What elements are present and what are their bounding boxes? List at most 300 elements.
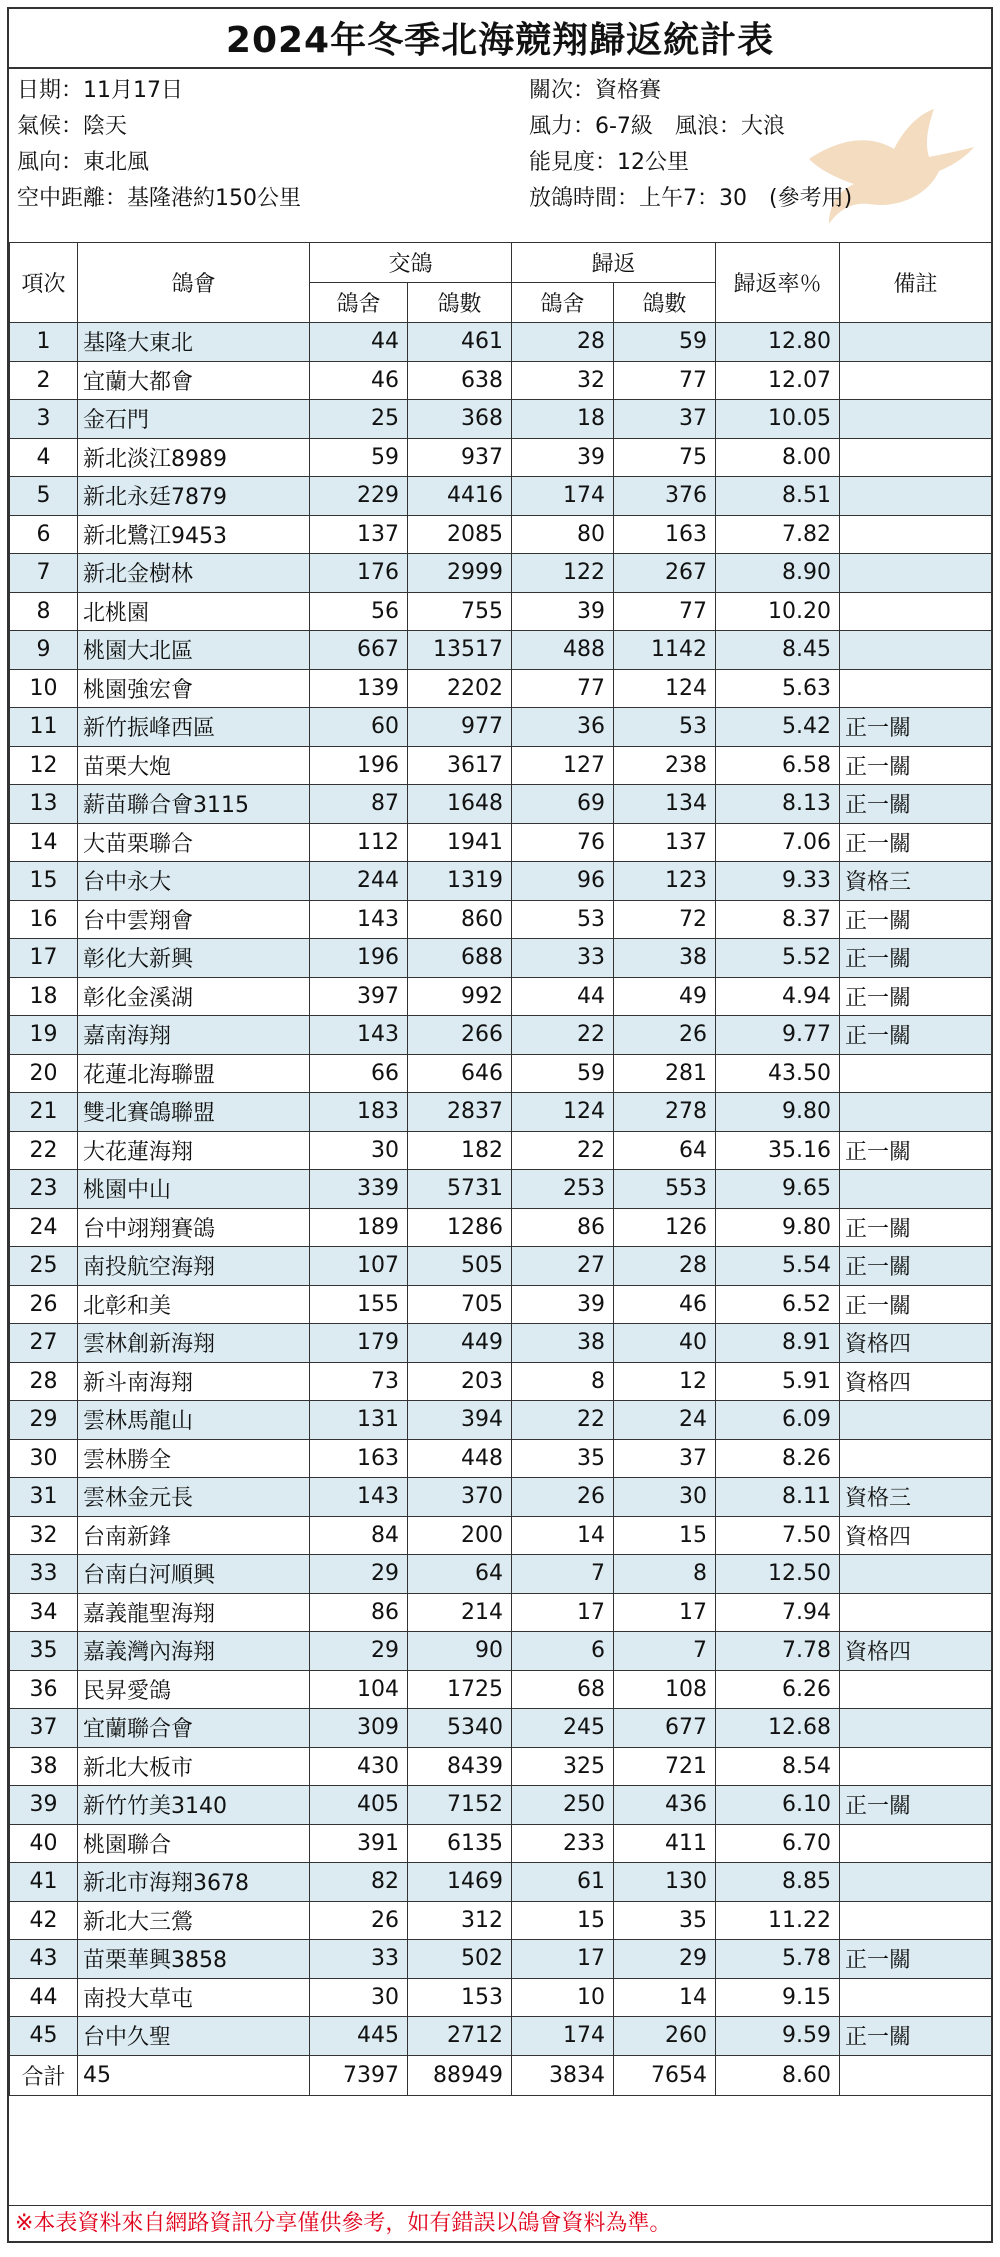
row-return-lofts: 6 [512,1632,614,1671]
row-rate: 8.91 [716,1324,840,1363]
row-rate: 7.82 [716,515,840,554]
row-entry-lofts: 107 [310,1247,408,1286]
row-return-lofts: 22 [512,1016,614,1055]
row-entry-lofts: 189 [310,1208,408,1247]
row-return-lofts: 28 [512,323,614,362]
table-row [10,1940,992,1979]
row-rate: 9.80 [716,1093,840,1132]
row-number: 37 [10,1709,78,1748]
row-return-birds: 721 [614,1747,716,1786]
total-club-count: 45 [78,2055,310,2095]
row-note: 資格四 [840,1324,992,1363]
row-entry-birds: 7152 [408,1786,512,1825]
row-number: 13 [10,785,78,824]
row-club: 桃園中山 [78,1170,310,1209]
row-club: 新北大三鶯 [78,1901,310,1940]
stats-sheet [7,7,993,2243]
row-entry-lofts: 59 [310,438,408,477]
row-return-birds: 15 [614,1516,716,1555]
row-return-birds: 436 [614,1786,716,1825]
row-return-lofts: 488 [512,631,614,670]
row-number: 3 [10,400,78,439]
row-entry-birds: 646 [408,1054,512,1093]
row-note [840,1709,992,1748]
row-return-lofts: 7 [512,1555,614,1594]
row-entry-lofts: 143 [310,900,408,939]
row-entry-lofts: 25 [310,400,408,439]
row-entry-lofts: 87 [310,785,408,824]
row-return-lofts: 17 [512,1593,614,1632]
row-note: 資格三 [840,862,992,901]
row-entry-birds: 2085 [408,515,512,554]
row-return-lofts: 245 [512,1709,614,1748]
row-number: 18 [10,977,78,1016]
row-number: 19 [10,1016,78,1055]
row-note [840,592,992,631]
row-return-birds: 26 [614,1016,716,1055]
row-club: 新斗南海翔 [78,1362,310,1401]
row-entry-birds: 90 [408,1632,512,1671]
row-entry-lofts: 84 [310,1516,408,1555]
row-return-lofts: 86 [512,1208,614,1247]
table-row [10,1593,992,1632]
row-entry-lofts: 445 [310,2017,408,2056]
table-row [10,1401,992,1440]
row-return-lofts: 59 [512,1054,614,1093]
row-rate: 9.15 [716,1978,840,2017]
row-entry-lofts: 73 [310,1362,408,1401]
row-return-birds: 238 [614,746,716,785]
row-entry-birds: 860 [408,900,512,939]
row-return-birds: 108 [614,1670,716,1709]
row-entry-lofts: 139 [310,669,408,708]
row-return-lofts: 22 [512,1131,614,1170]
table-row [10,1863,992,1902]
row-return-birds: 77 [614,592,716,631]
row-note [840,631,992,670]
row-note: 正一關 [840,1208,992,1247]
table-row [10,1709,992,1748]
row-return-birds: 75 [614,438,716,477]
table-row [10,1170,992,1209]
row-rate: 12.68 [716,1709,840,1748]
total-entry-lofts: 7397 [310,2055,408,2095]
row-rate: 6.70 [716,1824,840,1863]
table-row [10,977,992,1016]
row-return-birds: 1142 [614,631,716,670]
row-rate: 8.11 [716,1478,840,1517]
info-date: 日期：11月17日 [17,78,183,103]
row-entry-birds: 638 [408,361,512,400]
row-number: 11 [10,708,78,747]
row-number: 20 [10,1054,78,1093]
row-rate: 12.50 [716,1555,840,1594]
row-club: 金石門 [78,400,310,439]
row-number: 8 [10,592,78,631]
row-club: 桃園大北區 [78,631,310,670]
row-entry-birds: 705 [408,1285,512,1324]
row-club: 民昇愛鴿 [78,1670,310,1709]
row-club: 台中翊翔賽鴿 [78,1208,310,1247]
row-note [840,669,992,708]
table-row [10,1054,992,1093]
row-entry-lofts: 397 [310,977,408,1016]
table-row [10,1208,992,1247]
row-entry-lofts: 339 [310,1170,408,1209]
row-entry-lofts: 82 [310,1863,408,1902]
row-rate: 8.90 [716,554,840,593]
row-note [840,1824,992,1863]
total-entry-birds: 88949 [408,2055,512,2095]
row-rate: 8.45 [716,631,840,670]
row-entry-lofts: 176 [310,554,408,593]
row-return-birds: 124 [614,669,716,708]
row-note [840,554,992,593]
row-club: 新北鷺江9453 [78,515,310,554]
row-entry-birds: 937 [408,438,512,477]
row-rate: 4.94 [716,977,840,1016]
row-entry-lofts: 143 [310,1016,408,1055]
row-number: 26 [10,1285,78,1324]
table-row [10,1786,992,1825]
row-note: 正一關 [840,1131,992,1170]
row-return-lofts: 22 [512,1401,614,1440]
row-rate: 6.10 [716,1786,840,1825]
row-return-birds: 260 [614,2017,716,2056]
info-wind-power: 風力：6-7級 風浪：大浪 [529,114,785,139]
row-return-lofts: 68 [512,1670,614,1709]
row-rate: 8.13 [716,785,840,824]
table-row [10,1516,992,1555]
row-number: 30 [10,1439,78,1478]
title-divider [9,67,991,69]
row-entry-birds: 153 [408,1978,512,2017]
row-rate: 12.80 [716,323,840,362]
row-number: 5 [10,477,78,516]
row-entry-birds: 5731 [408,1170,512,1209]
row-number: 27 [10,1324,78,1363]
row-entry-lofts: 244 [310,862,408,901]
info-weather: 氣候：陰天 [17,114,128,139]
info-visibility: 能見度：12公里 [529,150,689,175]
row-entry-birds: 3617 [408,746,512,785]
table-row [10,400,992,439]
row-entry-birds: 8439 [408,1747,512,1786]
table-row [10,746,992,785]
row-number: 17 [10,939,78,978]
row-rate: 5.63 [716,669,840,708]
row-number: 4 [10,438,78,477]
table-row [10,1247,992,1286]
row-note: 正一關 [840,1940,992,1979]
row-rate: 9.65 [716,1170,840,1209]
row-club: 桃園聯合 [78,1824,310,1863]
table-row [10,592,992,631]
row-entry-birds: 1941 [408,823,512,862]
header-rate: 歸返率％ [716,243,840,323]
row-club: 雲林馬龍山 [78,1401,310,1440]
row-return-lofts: 61 [512,1863,614,1902]
row-return-birds: 411 [614,1824,716,1863]
row-entry-birds: 992 [408,977,512,1016]
row-number: 9 [10,631,78,670]
row-entry-lofts: 131 [310,1401,408,1440]
row-rate: 8.51 [716,477,840,516]
row-entry-birds: 1319 [408,862,512,901]
row-entry-birds: 182 [408,1131,512,1170]
row-club: 桃園強宏會 [78,669,310,708]
row-entry-lofts: 179 [310,1324,408,1363]
table-row [10,669,992,708]
row-entry-birds: 4416 [408,477,512,516]
header-entry-birds: 鴿數 [408,283,512,323]
row-rate: 9.80 [716,1208,840,1247]
row-number: 40 [10,1824,78,1863]
row-number: 6 [10,515,78,554]
row-entry-birds: 1469 [408,1863,512,1902]
row-entry-birds: 266 [408,1016,512,1055]
row-return-lofts: 124 [512,1093,614,1132]
row-rate: 5.42 [716,708,840,747]
row-club: 新北淡江8989 [78,438,310,477]
row-note: 資格三 [840,1478,992,1517]
stats-table [9,242,992,2096]
table-row [10,438,992,477]
row-note: 正一關 [840,1247,992,1286]
row-entry-lofts: 29 [310,1632,408,1671]
row-rate: 9.59 [716,2017,840,2056]
row-return-lofts: 39 [512,1285,614,1324]
dove-icon [799,99,979,239]
table-row [10,515,992,554]
row-return-birds: 137 [614,823,716,862]
row-club: 花蓮北海聯盟 [78,1054,310,1093]
row-club: 新北永廷7879 [78,477,310,516]
row-return-birds: 59 [614,323,716,362]
row-return-lofts: 35 [512,1439,614,1478]
row-note [840,438,992,477]
row-rate: 5.54 [716,1247,840,1286]
row-return-lofts: 77 [512,669,614,708]
row-note [840,1555,992,1594]
row-note [840,1054,992,1093]
table-row [10,1747,992,1786]
row-return-birds: 40 [614,1324,716,1363]
row-note: 正一關 [840,823,992,862]
row-note [840,1747,992,1786]
row-club: 雲林創新海翔 [78,1324,310,1363]
row-return-lofts: 250 [512,1786,614,1825]
row-entry-birds: 449 [408,1324,512,1363]
row-return-lofts: 33 [512,939,614,978]
row-entry-birds: 370 [408,1478,512,1517]
row-note: 正一關 [840,900,992,939]
row-club: 大花蓮海翔 [78,1131,310,1170]
row-entry-birds: 755 [408,592,512,631]
table-row [10,1632,992,1671]
table-row [10,708,992,747]
row-number: 42 [10,1901,78,1940]
row-entry-birds: 2999 [408,554,512,593]
row-number: 23 [10,1170,78,1209]
row-return-lofts: 174 [512,2017,614,2056]
row-return-lofts: 27 [512,1247,614,1286]
row-note: 正一關 [840,977,992,1016]
row-club: 新北大板市 [78,1747,310,1786]
row-club: 南投航空海翔 [78,1247,310,1286]
row-rate: 8.85 [716,1863,840,1902]
row-entry-lofts: 30 [310,1978,408,2017]
row-return-lofts: 38 [512,1324,614,1363]
table-row [10,1016,992,1055]
row-entry-lofts: 143 [310,1478,408,1517]
row-note: 正一關 [840,785,992,824]
info-stage: 關次：資格賽 [529,78,662,103]
table-row [10,785,992,824]
table-row [10,1824,992,1863]
table-row [10,323,992,362]
row-club: 南投大草屯 [78,1978,310,2017]
row-return-birds: 28 [614,1247,716,1286]
row-return-birds: 29 [614,1940,716,1979]
table-row [10,1978,992,2017]
row-entry-lofts: 66 [310,1054,408,1093]
row-entry-lofts: 196 [310,746,408,785]
row-club: 台南新鋒 [78,1516,310,1555]
row-note [840,1401,992,1440]
row-rate: 8.26 [716,1439,840,1478]
row-number: 44 [10,1978,78,2017]
row-return-birds: 38 [614,939,716,978]
row-return-lofts: 122 [512,554,614,593]
row-return-lofts: 39 [512,592,614,631]
row-rate: 9.33 [716,862,840,901]
row-number: 12 [10,746,78,785]
row-return-birds: 281 [614,1054,716,1093]
header-note: 備註 [840,243,992,323]
row-entry-lofts: 29 [310,1555,408,1594]
row-number: 2 [10,361,78,400]
row-entry-birds: 2202 [408,669,512,708]
row-entry-lofts: 30 [310,1131,408,1170]
row-club: 北彰和美 [78,1285,310,1324]
row-return-birds: 77 [614,361,716,400]
row-return-birds: 14 [614,1978,716,2017]
row-number: 24 [10,1208,78,1247]
row-return-lofts: 253 [512,1170,614,1209]
row-number: 34 [10,1593,78,1632]
row-return-birds: 126 [614,1208,716,1247]
row-note: 正一關 [840,939,992,978]
row-entry-birds: 502 [408,1940,512,1979]
row-return-birds: 72 [614,900,716,939]
row-return-birds: 49 [614,977,716,1016]
row-return-birds: 37 [614,400,716,439]
table-row [10,862,992,901]
row-return-lofts: 325 [512,1747,614,1786]
row-club: 嘉南海翔 [78,1016,310,1055]
row-entry-lofts: 46 [310,361,408,400]
row-entry-birds: 505 [408,1247,512,1286]
row-note: 正一關 [840,708,992,747]
table-row [10,2017,992,2056]
row-club: 雙北賽鴿聯盟 [78,1093,310,1132]
row-number: 35 [10,1632,78,1671]
row-entry-birds: 2712 [408,2017,512,2056]
row-entry-birds: 203 [408,1362,512,1401]
header-return-group: 歸返 [512,243,716,283]
row-number: 15 [10,862,78,901]
row-rate: 6.09 [716,1401,840,1440]
row-rate: 8.00 [716,438,840,477]
table-row [10,1439,992,1478]
row-entry-lofts: 26 [310,1901,408,1940]
row-return-birds: 53 [614,708,716,747]
row-club: 苗栗大炮 [78,746,310,785]
total-row [10,2055,992,2095]
row-entry-birds: 394 [408,1401,512,1440]
total-return-lofts: 3834 [512,2055,614,2095]
row-rate: 5.52 [716,939,840,978]
row-return-birds: 7 [614,1632,716,1671]
row-entry-birds: 1286 [408,1208,512,1247]
row-club: 薪苗聯合會3115 [78,785,310,824]
table-row [10,631,992,670]
row-entry-lofts: 137 [310,515,408,554]
row-rate: 7.06 [716,823,840,862]
row-note [840,361,992,400]
row-club: 北桃園 [78,592,310,631]
row-number: 21 [10,1093,78,1132]
total-return-birds: 7654 [614,2055,716,2095]
table-row [10,554,992,593]
row-rate: 8.54 [716,1747,840,1786]
row-entry-lofts: 309 [310,1709,408,1748]
row-return-birds: 553 [614,1170,716,1209]
row-note [840,1670,992,1709]
row-return-lofts: 96 [512,862,614,901]
row-club: 台中永大 [78,862,310,901]
table-row [10,1901,992,1940]
row-return-lofts: 76 [512,823,614,862]
row-entry-lofts: 667 [310,631,408,670]
row-entry-lofts: 196 [310,939,408,978]
row-note: 正一關 [840,746,992,785]
row-entry-birds: 6135 [408,1824,512,1863]
row-return-lofts: 53 [512,900,614,939]
table-row [10,1285,992,1324]
row-entry-birds: 1725 [408,1670,512,1709]
row-return-birds: 64 [614,1131,716,1170]
row-note [840,515,992,554]
header-entry-group: 交鴿 [310,243,512,283]
row-rate: 5.91 [716,1362,840,1401]
row-rate: 7.94 [716,1593,840,1632]
table-row [10,1324,992,1363]
row-entry-lofts: 183 [310,1093,408,1132]
row-club: 新北金樹林 [78,554,310,593]
header-item: 項次 [10,243,78,323]
table-row [10,1555,992,1594]
table-row [10,1093,992,1132]
row-return-lofts: 36 [512,708,614,747]
row-entry-lofts: 163 [310,1439,408,1478]
row-club: 嘉義龍聖海翔 [78,1593,310,1632]
row-note [840,400,992,439]
row-return-lofts: 127 [512,746,614,785]
row-rate: 7.78 [716,1632,840,1671]
row-return-lofts: 69 [512,785,614,824]
